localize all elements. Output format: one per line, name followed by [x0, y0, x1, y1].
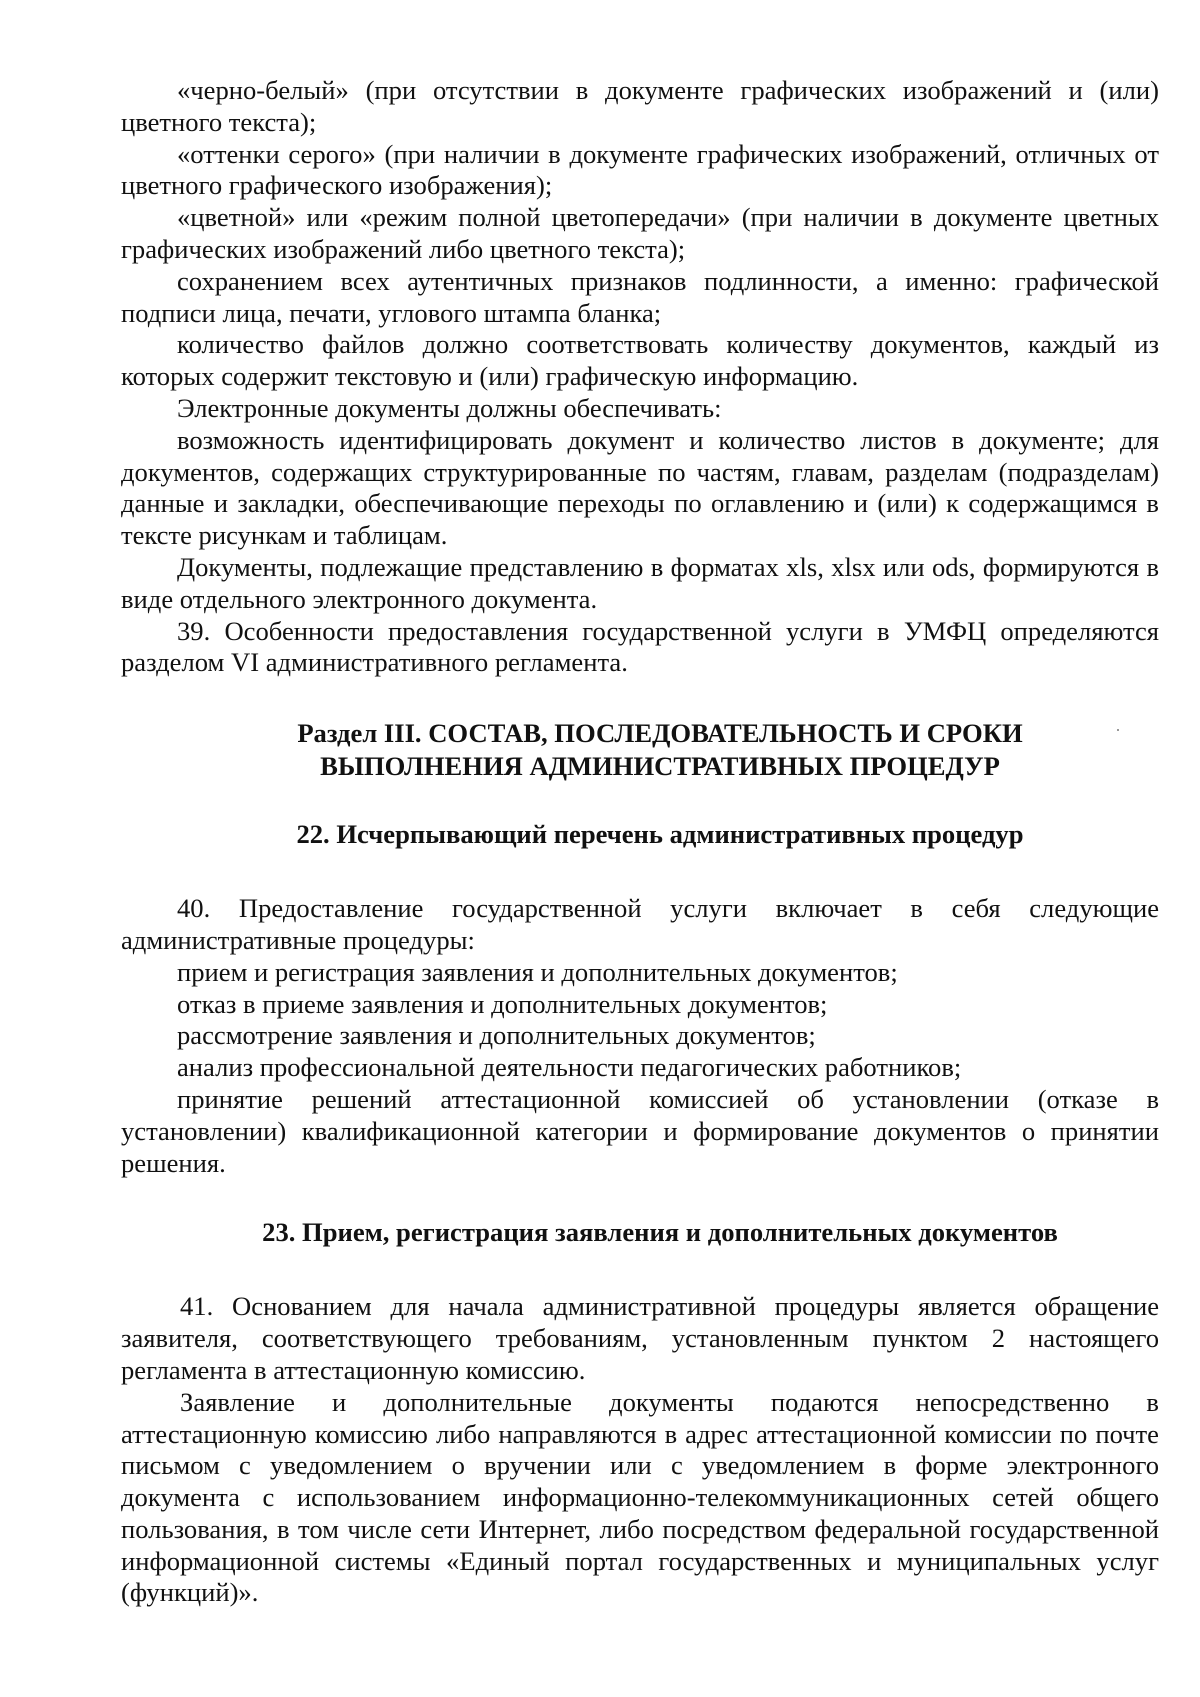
paragraph: 39. Особенности предоставления государственной услуги в УМФЦ определяются разделом VI административного регламента.	[121, 615, 1159, 678]
subsection-title-23: 23. Прием, регистрация заявления и дополнительных документов	[262, 1217, 1058, 1248]
subsection-title-22: 22. Исчерпывающий перечень административных процедур	[296, 819, 1024, 850]
section-title	[121, 717, 1159, 783]
list-item: прием и регистрация заявления и дополнительных документов;	[177, 956, 898, 987]
paragraph: возможность идентифицировать документ и количество листов в документе; для документов, содержащих структурированные по частям, главам, разделам (подразделам) данные и закладки, обеспечивающие переходы по оглавлению и (или) к содержащимся в тексте рисункам и таблицам.	[121, 424, 1159, 551]
section-title-line: ВЫПОЛНЕНИЯ АДМИНИСТРАТИВНЫХ ПРОЦЕДУР	[320, 751, 1000, 782]
paragraph: 40. Предоставление государственной услуги включает в себя следующие административные процедуры:	[121, 893, 1159, 955]
paragraph: количество файлов должно соответствовать количеству документов, каждый из которых содержит текстовую и (или) графическую информацию.	[121, 329, 1159, 392]
section-title-line: Раздел III. СОСТАВ, ПОСЛЕДОВАТЕЛЬНОСТЬ И СРОКИ	[297, 718, 1023, 749]
list-item: отказ в приеме заявления и дополнительных документов;	[177, 988, 828, 1019]
list-item: анализ профессиональной деятельности педагогических работников;	[177, 1052, 962, 1083]
paragraph: «черно-белый» (при отсутствии в документе графических изображений и (или) цветного текста);	[121, 75, 1159, 137]
paragraph: Заявление и дополнительные документы подаются непосредственно в аттестационную комиссию либо направляются в адрес аттестационной комиссии по почте письмом с уведомлением о вручении или с уведомлением в форме электронного документа с использованием информационно-телекоммуникационных сетей общего пользования, в том числе сети Интернет, либо посредством федеральной государственной информационной системы «Единый портал государственных и муниципальных услуг (функций)».	[121, 1386, 1159, 1608]
paragraph: «оттенки серого» (при наличии в документе графических изображений, отличных от цветного графического изображения);	[121, 138, 1159, 201]
paragraph: 41. Основанием для начала административной процедуры является обращение заявителя, соответствующего требованиям, установленным пунктом 2 настоящего регламента в аттестационную комиссию.	[121, 1291, 1159, 1385]
document-body	[121, 75, 1159, 1609]
paragraph: Документы, подлежащие представлению в форматах xls, xlsx или ods, формируются в виде отдельного электронного документа.	[121, 551, 1159, 614]
paragraph: сохранением всех аутентичных признаков подлинности, а именно: графической подписи лица, печати, углового штампа бланка;	[121, 265, 1159, 328]
paragraph: Электронные документы должны обеспечивать:	[177, 392, 722, 423]
list-item: рассмотрение заявления и дополнительных документов;	[177, 1020, 816, 1051]
paragraph: «цветной» или «режим полной цветопередачи» (при наличии в документе цветных графических изображений либо цветного текста);	[121, 202, 1159, 264]
list-item: принятие решений аттестационной комиссией об установлении (отказе в установлении) квалификационной категории и формирование документов о принятии решения.	[121, 1083, 1159, 1178]
